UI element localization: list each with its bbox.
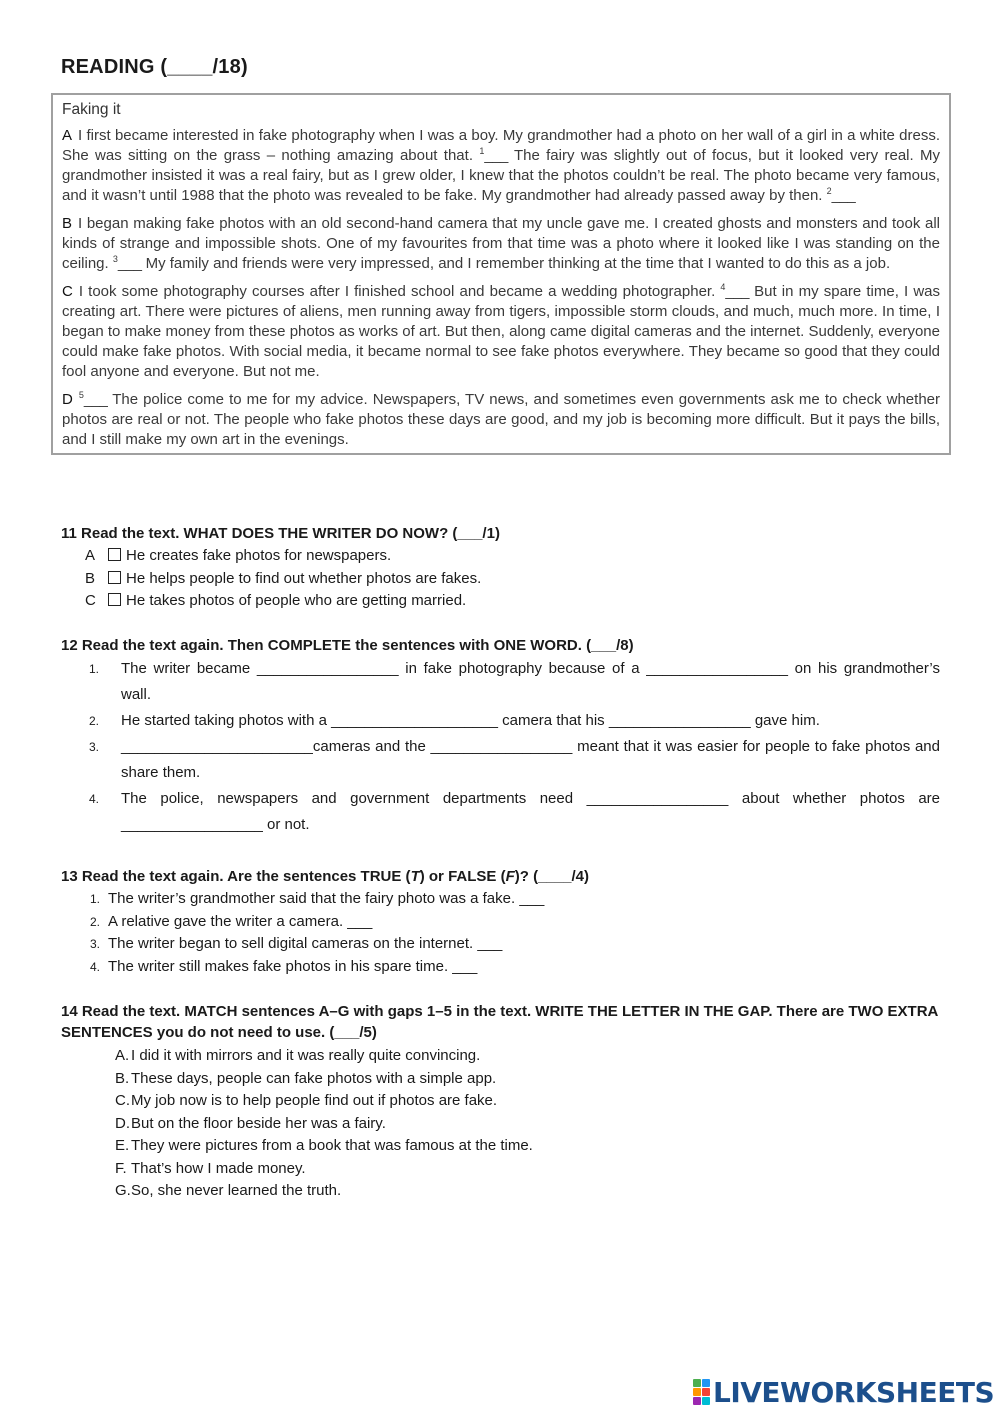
item-letter: D. — [115, 1114, 130, 1132]
option-text: He helps people to find out whether photos are fakes. — [126, 569, 482, 587]
option-text: He takes photos of people who are getting married. — [126, 592, 467, 609]
paragraph-letter: A — [62, 127, 73, 144]
page-heading: READING (____/18) — [61, 56, 248, 78]
question-13-items — [90, 888, 544, 978]
item-text: That’s how I made money. — [131, 1159, 306, 1177]
paragraph-letter: B — [62, 215, 73, 232]
title-part: 13 Read the text again. Are the sentences TRUE ( — [61, 868, 411, 885]
item-letter: F. — [115, 1159, 127, 1177]
item-text: I did it with mirrors and it was really quite convincing. — [131, 1047, 481, 1064]
paragraph-text: I began making fake photos with an old second-hand camera that my uncle gave me. I created ghosts and monsters and took all kinds of strange and impossible shots. One of my favourites from that time was a photo where it looked like I was standing on the ceiling. — [62, 215, 940, 272]
paragraph-text: I took some photography courses after I finished school and became a wedding photographer. — [78, 283, 716, 300]
item-text: But on the floor beside her was a fairy. — [131, 1114, 386, 1132]
gap-number: 1 — [479, 146, 485, 156]
list-item — [115, 1135, 533, 1158]
item-number: 3. — [89, 740, 100, 754]
paragraph-text: My family and friends were very impressed, and I remember thinking at the time that I wanted to do this as a job. — [145, 255, 891, 272]
reading-text-box — [51, 93, 951, 455]
item-number: 3. — [90, 937, 101, 951]
answer-gap-2[interactable]: ___ — [831, 187, 856, 204]
logo-square — [693, 1388, 701, 1396]
paragraph-a — [62, 126, 940, 206]
question-11-title: 11 Read the text. WHAT DOES THE WRITER DO NOW? (___/1) — [61, 525, 500, 542]
item-number: 2. — [89, 714, 100, 728]
item-letter: G. — [115, 1182, 131, 1199]
gap-number: 3 — [112, 254, 118, 264]
checkbox[interactable] — [108, 548, 121, 561]
logo-text: LIVEWORKSHEETS — [713, 1375, 995, 1409]
option-b[interactable] — [85, 568, 481, 591]
logo-square — [702, 1379, 710, 1387]
question-12-title: 12 Read the text again. Then COMPLETE the sentences with ONE WORD. (___/8) — [61, 637, 634, 654]
item-letter: E. — [115, 1137, 130, 1154]
item-number: 4. — [90, 959, 101, 974]
item-text: The writer began to sell digital cameras on the internet. ___ — [108, 935, 503, 952]
logo-square — [702, 1397, 710, 1405]
item-text: My job now is to help people find out if photos are fake. — [131, 1092, 498, 1109]
text-title: Faking it — [62, 101, 121, 118]
answer-gap-1[interactable]: ___ — [484, 147, 508, 164]
item-letter: B. — [115, 1069, 130, 1087]
item-text: They were pictures from a book that was famous at the time. — [131, 1137, 533, 1154]
list-item — [89, 708, 940, 734]
item-text: These days, people can fake photos with a simple app. — [131, 1069, 497, 1087]
gap-number: 2 — [826, 186, 832, 196]
paragraph-text: The fairy was slightly out of focus, but it looked very real. My grandmother insisted it was a real fairy, but as I grew older, I knew that the photos couldn’t be real. The photo became very famous, and it wasn’t until 1988 that the photo was revealed to be fake. My grandmother had already passed away by then. — [62, 147, 940, 204]
gap-number: 4 — [720, 282, 726, 292]
option-letter: A — [85, 547, 96, 564]
list-item[interactable] — [90, 933, 544, 956]
list-item — [115, 1068, 533, 1091]
list-item[interactable] — [90, 888, 544, 911]
checkbox[interactable] — [108, 571, 121, 584]
title-part: ) or FALSE ( — [419, 868, 506, 885]
paragraph-c — [62, 282, 940, 382]
paragraph-text: But in my spare time, I was creating art. There were pictures of aliens, men running away from tigers, impossible storm clouds, and much, much more. In time, I began to make money from these photos as works of art. But then, along came digital cameras and the internet. Suddenly, everyone could make fake photos. With social media, it became normal to see fake photos everywhere. They became so good that they could fool anyone and everyone. But not me. — [62, 283, 941, 380]
gap-number: 5 — [78, 390, 84, 400]
option-letter: C — [85, 592, 96, 609]
item-text[interactable]: The writer became _________________ in fake photography because of a _________________ on his grandmother’s wall. — [121, 660, 940, 703]
title-part: )? (____/4) — [514, 868, 589, 885]
item-number: 1. — [89, 662, 100, 676]
title-false-letter: F — [505, 868, 515, 885]
item-number: 2. — [90, 914, 101, 929]
question-12-items — [89, 656, 940, 838]
item-text: So, she never learned the truth. — [131, 1182, 342, 1199]
liveworksheets-logo[interactable] — [693, 1374, 994, 1410]
option-text: He creates fake photos for newspapers. — [126, 547, 392, 564]
list-item — [89, 656, 940, 708]
list-item — [115, 1113, 533, 1136]
option-letter: B — [85, 569, 96, 587]
item-number: 4. — [89, 792, 100, 806]
list-item — [89, 786, 940, 838]
answer-gap-3[interactable]: ___ — [117, 255, 142, 272]
paragraph-letter: C — [62, 283, 73, 300]
item-number: 1. — [90, 892, 101, 906]
paragraph-b — [62, 214, 940, 274]
question-11-options — [85, 545, 481, 613]
list-item — [89, 734, 940, 786]
list-item — [115, 1158, 533, 1181]
answer-gap-4[interactable]: ___ — [725, 283, 749, 300]
list-item[interactable] — [90, 956, 544, 979]
option-a[interactable] — [85, 545, 481, 568]
question-13-title — [61, 866, 941, 887]
option-c[interactable] — [85, 590, 481, 613]
paragraph-d — [62, 390, 940, 450]
item-letter: A. — [115, 1047, 130, 1064]
item-text: The writer’s grandmother said that the fairy photo was a fake. ___ — [108, 890, 545, 907]
item-text: The writer still makes fake photos in his spare time. ___ — [108, 957, 478, 975]
list-item — [115, 1180, 533, 1203]
paragraph-letter: D — [62, 391, 73, 408]
item-text[interactable]: He started taking photos with a ____________________ camera that his _________________ gave him. — [121, 712, 820, 729]
item-text[interactable]: _______________________cameras and the _________________ meant that it was easier for people to fake photos and share them. — [121, 738, 940, 781]
question-14-title: 14 Read the text. MATCH sentences A–G with gaps 1–5 in the text. WRITE THE LETTER IN THE GAP. There are TWO EXTRA SENTENCES you do not need to use. (___/5) — [61, 1003, 938, 1041]
logo-square — [693, 1397, 701, 1405]
answer-gap-5[interactable]: ___ — [83, 391, 108, 408]
item-letter: C. — [115, 1092, 130, 1109]
logo-icon — [693, 1379, 710, 1405]
list-item[interactable] — [90, 911, 544, 934]
list-item — [115, 1045, 533, 1068]
item-text: A relative gave the writer a camera. ___ — [108, 912, 373, 930]
item-text[interactable]: The police, newspapers and government departments need _________________ about whether photos are _________________ or not. — [121, 790, 940, 833]
logo-square — [702, 1388, 710, 1396]
paragraph-text: The police come to me for my advice. Newspapers, TV news, and sometimes even governments ask me to check whether photos are real or not. The people who fake photos these days are good, and my job is becoming more difficult. But it pays the bills, and I still make my own art in the evenings. — [62, 391, 940, 448]
title-true-letter: T — [410, 868, 420, 885]
checkbox[interactable] — [108, 593, 121, 606]
list-item — [115, 1090, 533, 1113]
paragraph-text: I first became interested in fake photography when I was a boy. My grandmother had a photo on her wall of a girl in a white dress. She was sitting on the grass – nothing amazing about that. — [62, 127, 940, 164]
logo-square — [693, 1379, 701, 1387]
question-14-items — [115, 1045, 533, 1203]
